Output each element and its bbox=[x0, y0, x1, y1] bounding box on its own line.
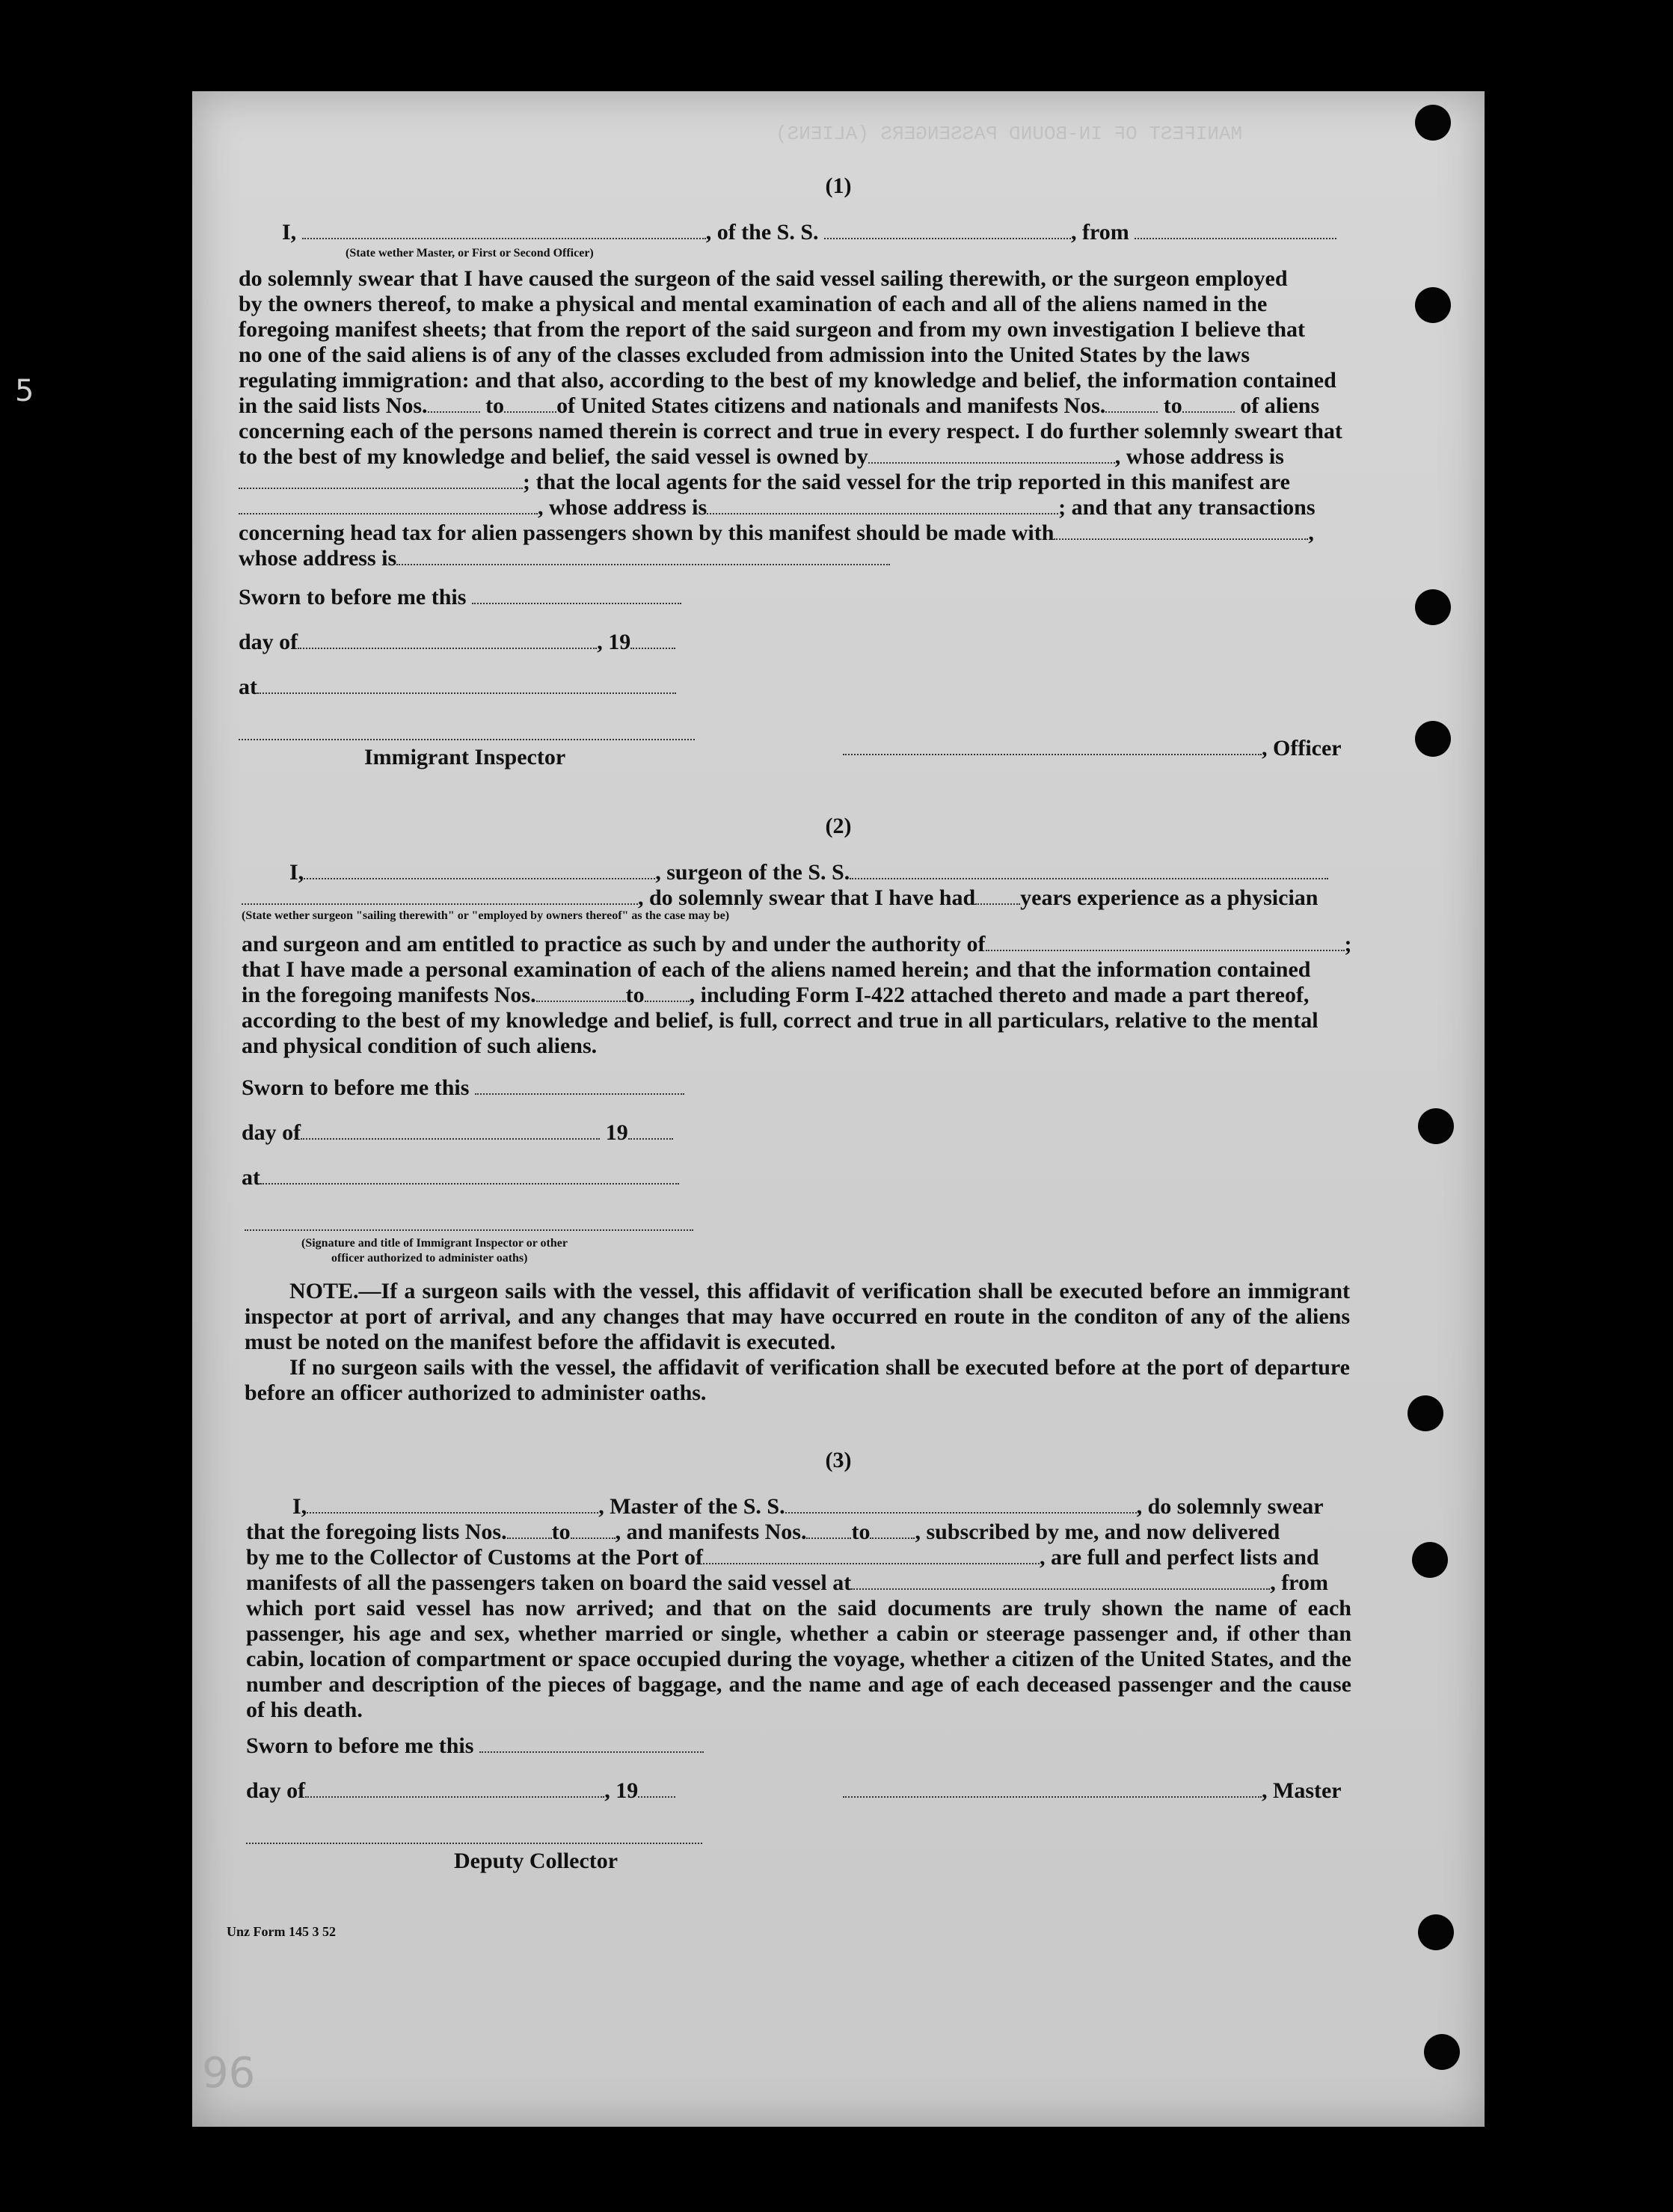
section-3-deputy-label: Deputy Collector bbox=[454, 1849, 618, 1873]
margin-handwritten-mark: 5 bbox=[15, 374, 34, 408]
section-3-manifests: manifests of all the passengers taken on board the said vessel at , from bbox=[246, 1570, 1328, 1595]
section-1-inspector-sigline bbox=[239, 721, 695, 746]
section-2-line-1: I, , surgeon of the S. S. bbox=[289, 860, 1328, 885]
section-3-day-of: day of , 19 bbox=[246, 1778, 675, 1804]
section-1-lists-line: in the said lists Nos. to of United States citizens and nationals and manifests Nos. to of aliens bbox=[239, 393, 1320, 418]
manifest-back-page bbox=[192, 91, 1485, 2127]
section-1-agents-line: ; that the local agents for the said vessel for the trip reported in this manifest are bbox=[239, 470, 1290, 495]
section-2-at: at bbox=[242, 1165, 679, 1191]
section-2-day-of: day of 19 bbox=[242, 1120, 673, 1146]
section-1-inspector-label: Immigrant Inspector bbox=[364, 745, 566, 769]
section-2-manifests: in the foregoing manifests Nos. to , including Form I-422 attached thereto and made a part thereof, bbox=[242, 983, 1310, 1007]
section-2-sig-caption-1: (Signature and title of Immigrant Inspector or other bbox=[301, 1237, 568, 1250]
section-1-day-of: day of , 19 bbox=[239, 630, 675, 655]
section-1-body: do solemnly swear that I have caused the surgeon of the said vessel sailing therewith, or the surgeon employed by the owners thereof, to make a physical and mental examination of each and all of the aliens named in the foregoing manifest sheets; that from the report of the said surgeon and from my own investigation I believe that no one of the said aliens is of any of the classes excluded from admission into the United States by the laws regulating immigration: and that also, according to the best of my knowledge and belief, the information contained bbox=[239, 266, 1336, 393]
section-2-number: (2) bbox=[825, 814, 852, 838]
section-1-at: at bbox=[239, 675, 676, 700]
section-2-sigline bbox=[245, 1211, 693, 1237]
form-number: Unz Form 145 3 52 bbox=[227, 1924, 336, 1939]
section-1-whose-line: , whose address is ; and that any transactions bbox=[239, 495, 1316, 520]
section-1-number: (1) bbox=[825, 173, 852, 198]
note-paragraph-2: If no surgeon sails with the vessel, the affidavit of verification shall be executed before at the port of departure before an officer authorized to administer oaths. bbox=[245, 1355, 1350, 1405]
section-1-tax-line: concerning head tax for alien passengers shown by this manifest should be made with , bbox=[239, 520, 1314, 545]
note-paragraph-1: NOTE.—If a surgeon sails with the vessel, this affidavit of verification shall be executed before an immigrant inspector at port of arrival, and any changes that may have occurred en route in the conditon of any of the aliens must be noted on the manifest before the affidavit is executed. bbox=[245, 1279, 1350, 1354]
bleed-through-text: MANIFEST OF IN-BOUND PASSENGERS (ALIENS) bbox=[776, 123, 1243, 145]
punch-hole bbox=[1418, 1108, 1454, 1144]
section-2-sworn: Sworn to before me this bbox=[242, 1075, 684, 1101]
section-3-lists: that the foregoing lists Nos. to , and manifests Nos. to , subscribed by me, and now delivered bbox=[246, 1520, 1280, 1544]
punch-hole bbox=[1415, 589, 1451, 625]
section-2-line-2: , do solemnly swear that I have had years experience as a physician bbox=[242, 885, 1318, 911]
section-1-owned-line: to the best of my knowledge and belief, the said vessel is owned by , whose address is bbox=[239, 444, 1284, 469]
section-1-line-1: I, , of the S. S. , from bbox=[282, 220, 1336, 245]
punch-hole bbox=[1408, 1395, 1443, 1431]
section-2-body-2: according to the best of my knowledge and belief, is full, correct and true in all particulars, relative to the mental bbox=[242, 1008, 1319, 1033]
punch-hole bbox=[1418, 1914, 1454, 1950]
section-3-master: , Master bbox=[843, 1778, 1342, 1804]
section-3-sworn: Sworn to before me this bbox=[246, 1733, 704, 1759]
section-2-sig-caption-2: officer authorized to administer oaths) bbox=[331, 1252, 528, 1265]
section-3-collector: by me to the Collector of Customs at the Port of , are full and perfect lists and bbox=[246, 1545, 1319, 1570]
section-1-caption: (State wether Master, or First or Second Officer) bbox=[346, 247, 594, 259]
punch-hole bbox=[1415, 721, 1451, 757]
section-2-body-1: that I have made a personal examination of each of the aliens named herein; and that the information contained bbox=[242, 957, 1311, 982]
section-3-number: (3) bbox=[825, 1448, 852, 1472]
section-2-authority: and surgeon and am entitled to practice as such by and under the authority of ; bbox=[242, 932, 1352, 956]
margin-handwritten-mark: 96 bbox=[202, 2049, 256, 2098]
section-1-whose-address: whose address is bbox=[239, 546, 890, 571]
section-3-deputy-sigline bbox=[246, 1825, 702, 1850]
section-3-line-1: I, , Master of the S. S. , do solemnly swear bbox=[292, 1494, 1324, 1519]
punch-hole bbox=[1415, 105, 1451, 141]
section-2-caption: (State wether surgeon "sailing therewith" or "employed by owners thereof" as the case may be) bbox=[242, 909, 730, 922]
section-2-body-3: and physical condition of such aliens. bbox=[242, 1033, 598, 1058]
section-1-officer: , Officer bbox=[843, 736, 1342, 761]
punch-hole bbox=[1415, 287, 1451, 323]
section-3-body: which port said vessel has now arrived; and that on the said documents are truly shown the name of each passenger, his age and sex, whether married or single, whether a cabin or steerage passenger and, if other than cabin, location of compartment or space occupied during the voyage, whether a citizen of the United States, and the number and description of the pieces of baggage, and the name and age of each deceased passenger and the cause of his death. bbox=[246, 1596, 1351, 1722]
punch-hole bbox=[1412, 1542, 1448, 1578]
punch-hole bbox=[1424, 2034, 1460, 2070]
section-1-body-2: concerning each of the persons named therein is correct and true in every respect. I do further solemnly sweart that bbox=[239, 419, 1342, 443]
section-1-sworn: Sworn to before me this bbox=[239, 585, 681, 610]
